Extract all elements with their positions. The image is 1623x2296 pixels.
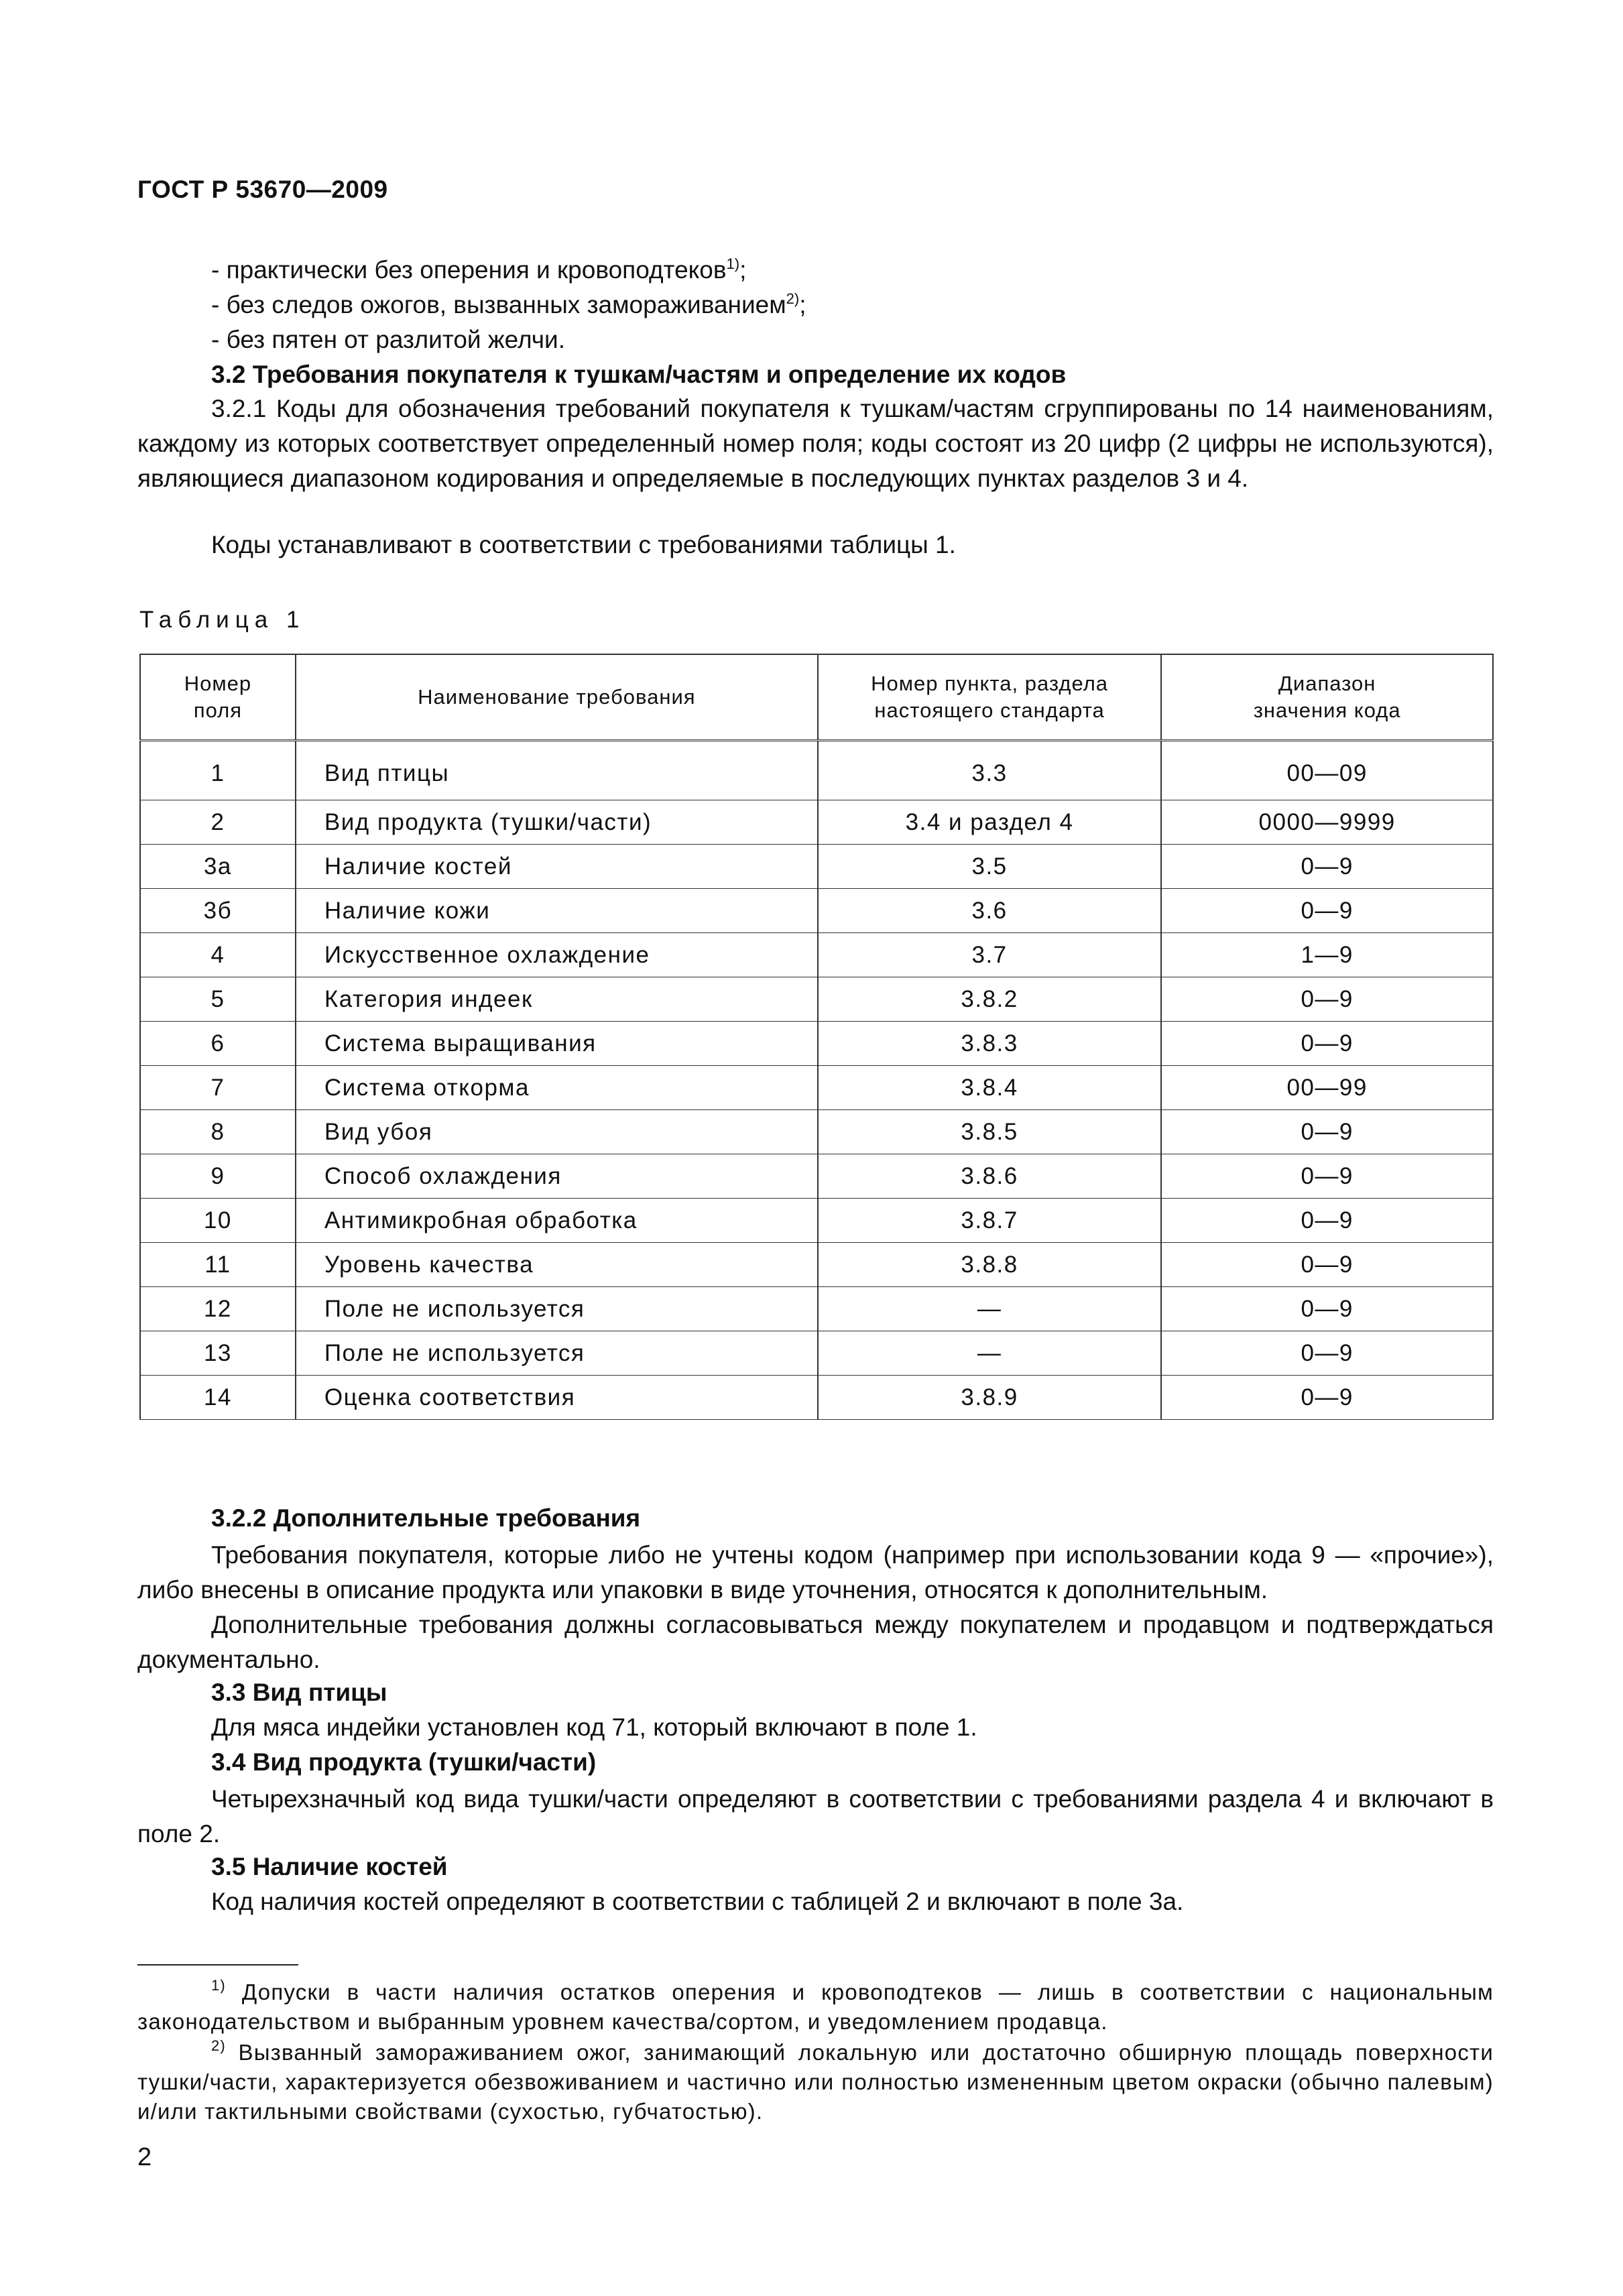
list-item (211, 290, 806, 320)
paragraph: 3.2.1 Коды для обозначения требований покупателя к тушкам/частям сгруппированы по 14 наименованиям, каждому из которых соответствует определенный номер поля; коды состоят из 20 цифр (2 цифры не используются), являющиеся диапазоном кодирования и определяемые в последующих пунктах разделов 3 и 4. (137, 395, 1494, 492)
section-title: 3.2 Требования покупателя к тушкам/частям и определение их кодов (211, 361, 1067, 388)
cell-field-number: 14 (140, 1376, 296, 1420)
table-row (140, 1287, 1493, 1331)
paragraph: Коды устанавливают в соответствии с требованиями таблицы 1. (211, 531, 956, 558)
cell-clause: 3.8.4 (818, 1066, 1162, 1110)
cell-field-number: 7 (140, 1066, 296, 1110)
paragraph: Для мяса индейки установлен код 71, который включают в поле 1. (211, 1713, 977, 1741)
cell-field-number: 10 (140, 1199, 296, 1243)
paragraph: Дополнительные требования должны согласовываться между покупателем и продавцом и подтверждаться документально. (137, 1611, 1494, 1673)
section-title: 3.2.2 Дополнительные требования (211, 1504, 641, 1532)
cell-requirement: Поле не используется (296, 1331, 818, 1376)
footnote (137, 1978, 1494, 2037)
cell-code-range: 00—99 (1161, 1066, 1493, 1110)
list-item-tail: ; (739, 256, 747, 284)
table-row (140, 1022, 1493, 1066)
table-row (140, 1066, 1493, 1110)
cell-field-number: 9 (140, 1154, 296, 1199)
cell-code-range: 0—9 (1161, 1376, 1493, 1420)
cell-clause: 3.7 (818, 933, 1162, 977)
list-item-text: - практически без оперения и кровоподтеков (211, 256, 727, 284)
cell-clause: 3.8.3 (818, 1022, 1162, 1066)
list-item-text: - без пятен от разлитой желчи. (211, 326, 565, 353)
table-row (140, 1243, 1493, 1287)
cell-field-number: 11 (140, 1243, 296, 1287)
column-header: Номер поля (140, 654, 296, 741)
cell-code-range: 0—9 (1161, 889, 1493, 933)
column-header: Номер пункта, раздела настоящего стандарта (818, 654, 1162, 741)
cell-requirement: Система откорма (296, 1066, 818, 1110)
cell-requirement: Наличие кожи (296, 889, 818, 933)
list-item (211, 255, 746, 285)
table-row (140, 845, 1493, 889)
cell-field-number: 3б (140, 889, 296, 933)
cell-requirement: Искусственное охлаждение (296, 933, 818, 977)
cell-requirement: Антимикробная обработка (296, 1199, 818, 1243)
cell-clause: 3.8.7 (818, 1199, 1162, 1243)
section-title: 3.3 Вид птицы (211, 1679, 387, 1706)
table-row (140, 1199, 1493, 1243)
footnote-ref: 1) (726, 255, 740, 272)
cell-field-number: 3а (140, 845, 296, 889)
table-row (140, 1331, 1493, 1376)
cell-clause: — (818, 1331, 1162, 1376)
section-title: 3.4 Вид продукта (тушки/части) (211, 1748, 597, 1776)
cell-field-number: 8 (140, 1110, 296, 1154)
footnote-divider (137, 1964, 298, 1966)
cell-requirement: Оценка соответствия (296, 1376, 818, 1420)
footnote-mark: 1) (211, 1977, 226, 1994)
cell-code-range: 0—9 (1161, 1154, 1493, 1199)
cell-clause: 3.8.5 (818, 1110, 1162, 1154)
table-row (140, 1376, 1493, 1420)
cell-requirement: Наличие костей (296, 845, 818, 889)
table-row (140, 1154, 1493, 1199)
cell-field-number: 4 (140, 933, 296, 977)
cell-clause: 3.6 (818, 889, 1162, 933)
cell-field-number: 6 (140, 1022, 296, 1066)
cell-code-range: 0000—9999 (1161, 800, 1493, 845)
cell-requirement: Категория индеек (296, 977, 818, 1022)
cell-clause: 3.8.6 (818, 1154, 1162, 1199)
table-row (140, 741, 1493, 800)
document-header: ГОСТ Р 53670—2009 (137, 176, 388, 203)
section-title: 3.5 Наличие костей (211, 1853, 448, 1880)
cell-field-number: 2 (140, 800, 296, 845)
footnote (137, 2038, 1494, 2126)
cell-code-range: 0—9 (1161, 1331, 1493, 1376)
column-header: Наименование требования (296, 654, 818, 741)
cell-clause: 3.4 и раздел 4 (818, 800, 1162, 845)
table-row (140, 889, 1493, 933)
requirements-table (139, 654, 1494, 1420)
table-row (140, 800, 1493, 845)
footnote-text: Допуски в части наличия остатков оперения и кровоподтеков — лишь в соответствии с национальным законодательством и выбранным уровнем качества/сортом, и уведомлением продавца. (137, 1980, 1494, 2034)
page-number: 2 (137, 2143, 152, 2171)
cell-code-range: 00—09 (1161, 741, 1493, 800)
cell-code-range: 0—9 (1161, 1287, 1493, 1331)
list-item-text: - без следов ожогов, вызванных замораживанием (211, 291, 786, 318)
cell-clause: 3.3 (818, 741, 1162, 800)
cell-requirement: Вид птицы (296, 741, 818, 800)
paragraph: Код наличия костей определяют в соответствии с таблицей 2 и включают в поле 3а. (211, 1888, 1184, 1915)
cell-clause: 3.5 (818, 845, 1162, 889)
table-row (140, 1110, 1493, 1154)
footnote-mark: 2) (211, 2037, 226, 2054)
cell-code-range: 0—9 (1161, 977, 1493, 1022)
cell-requirement: Система выращивания (296, 1022, 818, 1066)
cell-requirement: Способ охлаждения (296, 1154, 818, 1199)
cell-field-number: 5 (140, 977, 296, 1022)
list-item-tail: ; (799, 291, 806, 318)
cell-code-range: 0—9 (1161, 1199, 1493, 1243)
cell-clause: 3.8.2 (818, 977, 1162, 1022)
cell-requirement: Уровень качества (296, 1243, 818, 1287)
cell-requirement: Поле не используется (296, 1287, 818, 1331)
cell-code-range: 0—9 (1161, 1022, 1493, 1066)
column-header: Диапазон значения кода (1161, 654, 1493, 741)
paragraph: Требования покупателя, которые либо не учтены кодом (например при использовании кода 9 — «прочие»), либо внесены в описание продукта или упаковки в виде уточнения, относятся к дополнительным. (137, 1541, 1494, 1604)
cell-requirement: Вид продукта (тушки/части) (296, 800, 818, 845)
cell-clause: 3.8.9 (818, 1376, 1162, 1420)
footnote-text: Вызванный замораживанием ожог, занимающий локальную или достаточно обширную площадь поверхности тушки/части, характеризуется обезвоживанием и частично или полностью измененным цветом окраски (обычно палевым) и/или тактильными свойствами (сухостью, губчатостью). (137, 2040, 1494, 2124)
cell-field-number: 12 (140, 1287, 296, 1331)
cell-code-range: 0—9 (1161, 1110, 1493, 1154)
cell-requirement: Вид убоя (296, 1110, 818, 1154)
cell-code-range: 1—9 (1161, 933, 1493, 977)
cell-clause: — (818, 1287, 1162, 1331)
footnote-ref: 2) (786, 290, 800, 307)
table-caption: Таблица 1 (139, 607, 306, 633)
table-row (140, 977, 1493, 1022)
cell-code-range: 0—9 (1161, 1243, 1493, 1287)
cell-code-range: 0—9 (1161, 845, 1493, 889)
cell-clause: 3.8.8 (818, 1243, 1162, 1287)
table-row (140, 933, 1493, 977)
cell-field-number: 1 (140, 741, 296, 800)
table-header-row (140, 654, 1493, 741)
cell-field-number: 13 (140, 1331, 296, 1376)
paragraph: Четырехзначный код вида тушки/части определяют в соответствии с требованиями раздела 4 и включают в поле 2. (137, 1785, 1494, 1848)
list-item (211, 324, 565, 355)
